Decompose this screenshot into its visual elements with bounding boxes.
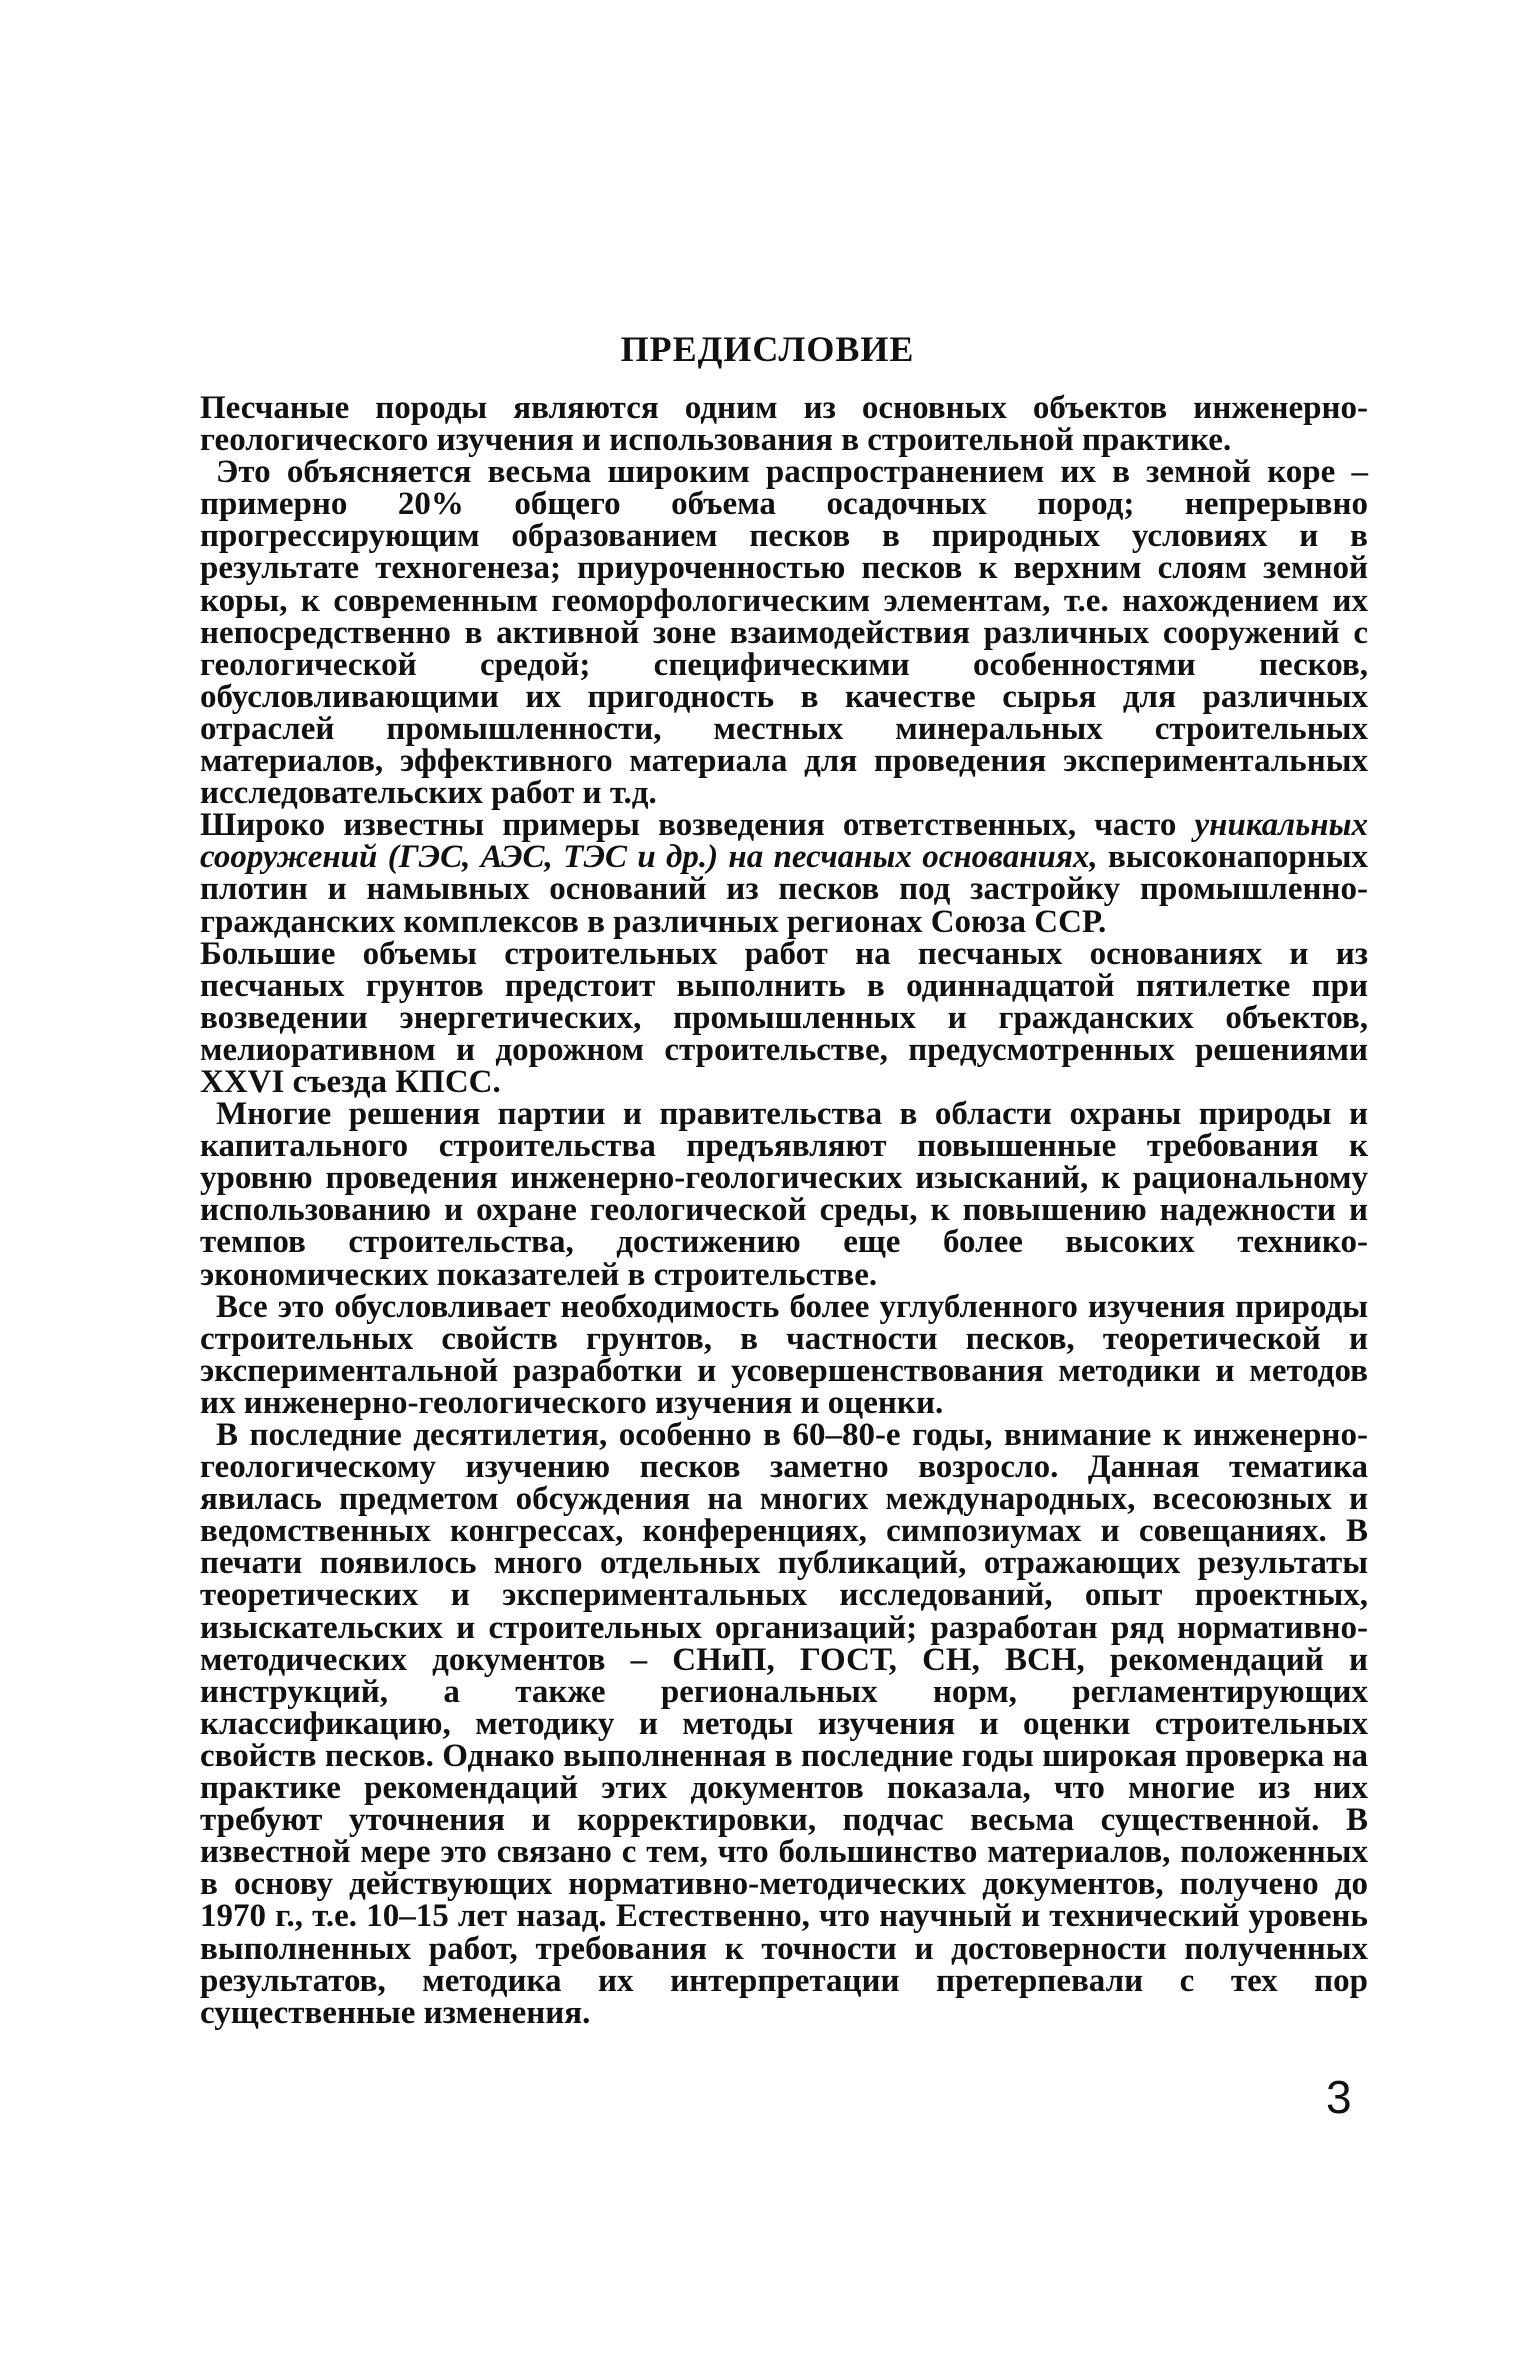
paragraph: Все это обусловливает необходимость более углубленного изучения природы строительных свойств грунтов, в частности песков, теоретической и экспериментальной разработки и усовершенствования методики и методов их инженерно-геологического изучения и оценки. <box>200 1288 1368 1421</box>
paragraph: Многие решения партии и правительства в области охраны природы и капитального строительства предъявляют повышенные требования к уровню проведения инженерно-геологических изысканий, к рациональному использованию и охране геологической среды, к повышению надежности и темпов строительства, достижению еще более высоких технико-экономических показателей в строительстве. <box>200 1096 1368 1293</box>
paragraph: Большие объемы строительных работ на песчаных основаниях и из песчаных грунтов предстоит выполнить в одиннадцатой пятилетке при возведении энергетических, промышленных и гражданских объектов, мелиоративном и дорожном строительстве, предусмотренных решениями XXVI съезда КПСС. <box>200 935 1368 1100</box>
page-title: ПРЕДИСЛОВИЕ <box>620 329 915 369</box>
paragraph: Это объясняется весьма широким распространением их в земной коре – примерно 20% общего объема осадочных пород; непрерывно прогрессирующим образованием песков в природных условиях и в результате техногенеза; приуроченностью песков к верхним слоям земной коры, к современным геоморфологическим элементам, т.е. нахождением их непосредственно в активной зоне взаимодействия различных сооружений с геологической средой; специфическими особенностями песков, обусловливающими их пригодность в качестве сырья для различных отраслей промышленности, местных минеральных строительных материалов, эффективного материала для проведения экспериментальных исследовательских работ и т.д. <box>200 454 1368 812</box>
paragraph <box>200 807 1368 940</box>
paragraph: Песчаные породы являются одним из основных объектов инженерно-геологического изучения и использования в строительной практике. <box>200 390 1368 459</box>
text-body <box>200 392 1368 2029</box>
paragraph-italic-text: уникальных сооружений (ГЭС, АЭС, ТЭС и др.) на песчаных основаниях, <box>200 807 1368 876</box>
paragraph-text: высоконапорных плотин и намывных оснований из песков под застройку промышленно-гражданских комплексов в различных регионах Союза ССР. <box>200 839 1368 940</box>
page-number: 3 <box>1326 2071 1352 2123</box>
paragraph: В последние десятилетия, особенно в 60–80-е годы, внимание к инженерно-геологическому изучению песков заметно возросло. Данная тематика явилась предметом обсуждения на многих международных, всесоюзных и ведомственных конгрессах, конференциях, симпозиумах и совещаниях. В печати появилось много отдельных публикаций, отражающих результаты теоретических и экспериментальных исследований, опыт проектных, изыскательских и строительных организаций; разработан ряд нормативно-методических документов – СНиП, ГОСТ, СН, ВСН, рекомендаций и инструкций, а также региональных норм, регламентирующих классификацию, методику и методы изучения и оценки строительных свойств песков. Однако выполненная в последние годы широкая проверка на практике рекомендаций этих документов показала, что многие из них требуют уточнения и корректировки, подчас весьма существенной. В известной мере это связано с тем, что большинство материалов, положенных в основу действующих нормативно-методических документов, получено до 1970 г., т.е. 10–15 лет назад. Естественно, что научный и технический уровень выполненных работ, требования к точности и достоверности полученных результатов, методика их интерпретации претерпевали с тех пор существенные изменения. <box>200 1417 1368 2031</box>
paragraph-text: Широко известны примеры возведения ответственных, часто <box>200 807 1195 844</box>
